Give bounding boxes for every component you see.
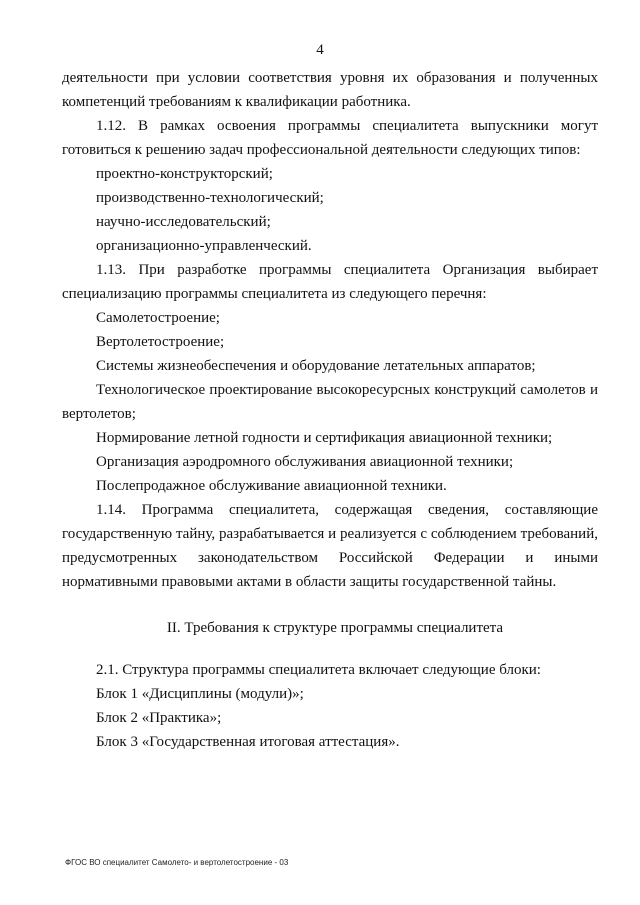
list-item-specialization: Технологическое проектирование высокоресурсных конструкций самолетов и вертолетов; — [62, 382, 598, 422]
list-item-block: Блок 1 «Дисциплины (модули)»; — [96, 686, 304, 702]
list-item-specialization: Системы жизнеобеспечения и оборудование летательных аппаратов; — [96, 358, 536, 374]
paragraph-1-13: 1.13. При разработке программы специалитета Организация выбирает специализацию программы специалитета из следующего перечня: — [62, 262, 598, 302]
list-item-block: Блок 3 «Государственная итоговая аттестация». — [96, 734, 400, 750]
paragraph-1-12: 1.12. В рамках освоения программы специалитета выпускники могут готовиться к решению задач профессиональной деятельности следующих типов: — [62, 118, 598, 158]
document-body — [62, 66, 598, 754]
list-item-specialization: Нормирование летной годности и сертификация авиационной техники; — [96, 430, 553, 446]
list-item-type: научно-исследовательский; — [96, 214, 271, 230]
spacer — [62, 594, 598, 616]
list-item-block: Блок 2 «Практика»; — [96, 710, 222, 726]
paragraph-1-14: 1.14. Программа специалитета, содержащая сведения, составляющие государственную тайну, разрабатывается и реализуется с соблюдением требований, предусмотренных законодательством Российской Федерации и иными нормативными правовыми актами в области защиты государственной тайны. — [62, 502, 598, 590]
list-item-specialization: Самолетостроение; — [96, 310, 220, 326]
section-heading: II. Требования к структуре программы специалитета — [166, 620, 504, 636]
page-number: 4 — [316, 42, 324, 58]
paragraph-continuation: деятельности при условии соответствия уровня их образования и полученных компетенций требованиям к квалификации работника. — [62, 70, 598, 110]
list-item-specialization: Организация аэродромного обслуживания авиационной техники; — [96, 454, 514, 470]
list-item-type: производственно-технологический; — [96, 190, 324, 206]
list-item-type: проектно-конструкторский; — [96, 166, 273, 182]
paragraph-2-1: 2.1. Структура программы специалитета включает следующие блоки: — [96, 662, 541, 678]
spacer — [62, 640, 598, 658]
page-footer: ФГОС ВО специалитет Самолето- и вертолетостроение - 03 — [65, 858, 289, 867]
list-item-specialization: Послепродажное обслуживание авиационной техники. — [96, 478, 447, 494]
list-item-specialization: Вертолетостроение; — [96, 334, 225, 350]
list-item-type: организационно-управленческий. — [96, 238, 312, 254]
